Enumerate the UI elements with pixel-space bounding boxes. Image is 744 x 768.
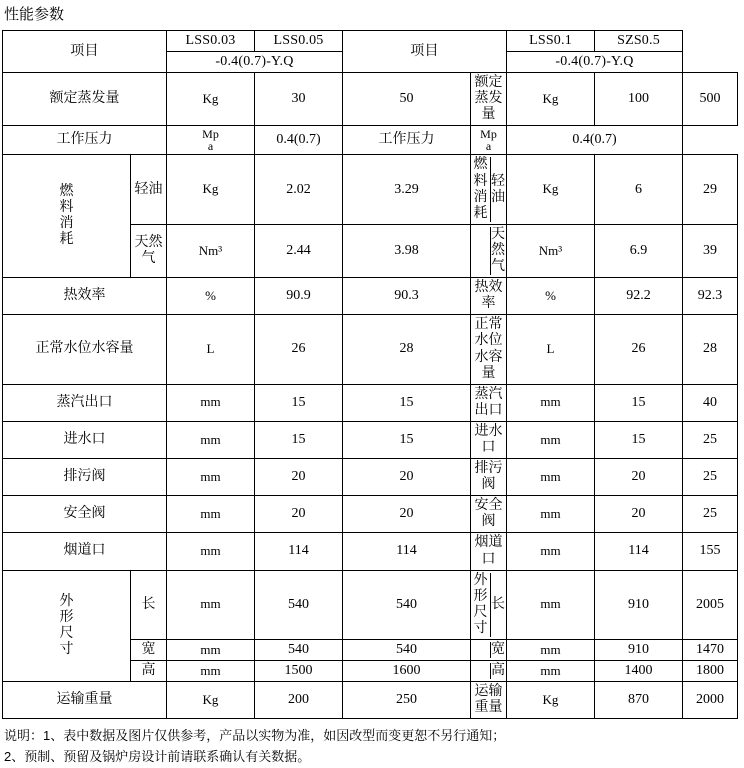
row-label-natural-gas-right-group <box>471 224 507 277</box>
group-label-dimensions-right: 外形尺寸 <box>473 572 488 636</box>
cell-water-capacity-szs05: 28 <box>683 315 738 384</box>
cell-safety-valve-szs05: 25 <box>683 496 738 533</box>
table-row <box>3 315 738 384</box>
header-suffix-right: -0.4(0.7)-Y.Q <box>507 52 683 73</box>
cell-height-szs05: 1800 <box>683 661 738 682</box>
row-label-transport-weight-left: 运输重量 <box>3 682 167 719</box>
cell-thermal-efficiency-lss01: 92.2 <box>595 278 683 315</box>
notes-block <box>4 726 744 768</box>
cell-length-lss005: 540 <box>343 570 471 639</box>
cell-rated-evaporation-szs05: 500 <box>683 73 738 126</box>
group-label-fuel-consumption-left: 燃料消耗 <box>3 155 131 278</box>
table-row <box>3 570 738 639</box>
row-unit-transport-weight-left: Kg <box>167 682 255 719</box>
cell-flue-outlet-lss003: 114 <box>255 533 343 570</box>
cell-water-capacity-lss003: 26 <box>255 315 343 384</box>
row-unit-safety-valve-left: mm <box>167 496 255 533</box>
table-row <box>3 682 738 719</box>
cell-flue-outlet-lss01: 114 <box>595 533 683 570</box>
row-unit-safety-valve-right: mm <box>507 496 595 533</box>
table-row <box>3 459 738 496</box>
row-unit-light-oil-right: Kg <box>507 155 595 224</box>
cell-steam-outlet-lss003: 15 <box>255 384 343 421</box>
row-unit-transport-weight-right: Kg <box>507 682 595 719</box>
row-unit-thermal-efficiency-right: % <box>507 278 595 315</box>
row-label-flue-outlet-left: 烟道口 <box>3 533 167 570</box>
row-label-length-right-group <box>471 570 507 639</box>
row-unit-working-pressure-right: Mp a <box>471 126 507 155</box>
cell-steam-outlet-lss005: 15 <box>343 384 471 421</box>
row-label-light-oil-right: 轻油 <box>491 157 506 221</box>
cell-length-lss003: 540 <box>255 570 343 639</box>
header-item-right: 项目 <box>343 31 507 73</box>
row-unit-working-pressure-left: Mp a <box>167 126 255 155</box>
cell-thermal-efficiency-szs05: 92.3 <box>683 278 738 315</box>
cell-flue-outlet-lss005: 114 <box>343 533 471 570</box>
header-model-lss01: LSS0.1 <box>507 31 595 52</box>
cell-length-lss01: 910 <box>595 570 683 639</box>
row-label-height-right: 高 <box>491 663 505 679</box>
row-label-safety-valve-right: 安全阀 <box>471 496 507 533</box>
cell-height-lss01: 1400 <box>595 661 683 682</box>
table-header-row-models <box>3 31 738 52</box>
cell-light-oil-lss003: 2.02 <box>255 155 343 224</box>
spec-table <box>2 30 738 719</box>
cell-flue-outlet-szs05: 155 <box>683 533 738 570</box>
cell-transport-weight-lss01: 870 <box>595 682 683 719</box>
table-row <box>3 384 738 421</box>
row-label-rated-evaporation-left: 额定蒸发量 <box>3 73 167 126</box>
cell-rated-evaporation-lss005: 50 <box>343 73 471 126</box>
cell-working-pressure-left: 0.4(0.7) <box>255 126 343 155</box>
row-unit-light-oil-left: Kg <box>167 155 255 224</box>
cell-transport-weight-lss003: 200 <box>255 682 343 719</box>
row-label-transport-weight-right: 运输重量 <box>471 682 507 719</box>
row-label-blowdown-valve-right: 排污阀 <box>471 459 507 496</box>
cell-rated-evaporation-lss01: 100 <box>595 73 683 126</box>
row-label-natural-gas-right: 天然气 <box>491 226 505 275</box>
cell-light-oil-lss005: 3.29 <box>343 155 471 224</box>
row-label-steam-outlet-right: 蒸汽出口 <box>471 384 507 421</box>
cell-water-capacity-lss005: 28 <box>343 315 471 384</box>
row-label-width-left: 宽 <box>131 640 167 661</box>
row-unit-water-capacity-left: L <box>167 315 255 384</box>
row-label-width-right: 宽 <box>491 642 505 657</box>
table-row <box>3 73 738 126</box>
cell-natural-gas-szs05: 39 <box>683 224 738 277</box>
cell-height-lss003: 1500 <box>255 661 343 682</box>
cell-width-lss005: 540 <box>343 640 471 661</box>
row-label-natural-gas-left: 天然气 <box>131 224 167 277</box>
row-label-water-inlet-left: 进水口 <box>3 421 167 458</box>
cell-transport-weight-lss005: 250 <box>343 682 471 719</box>
table-row <box>3 126 738 155</box>
cell-working-pressure-right: 0.4(0.7) <box>507 126 683 155</box>
row-unit-natural-gas-left: Nm³ <box>167 224 255 277</box>
table-row <box>3 421 738 458</box>
row-label-length-right: 长 <box>491 573 506 637</box>
row-unit-length-right: mm <box>507 570 595 639</box>
cell-height-lss005: 1600 <box>343 661 471 682</box>
cell-thermal-efficiency-lss005: 90.3 <box>343 278 471 315</box>
header-model-lss003: LSS0.03 <box>167 31 255 52</box>
cell-light-oil-lss01: 6 <box>595 155 683 224</box>
row-label-water-inlet-right: 进水口 <box>471 421 507 458</box>
row-unit-natural-gas-right: Nm³ <box>507 224 595 277</box>
row-unit-blowdown-valve-right: mm <box>507 459 595 496</box>
row-label-width-right-group <box>471 640 507 661</box>
cell-safety-valve-lss01: 20 <box>595 496 683 533</box>
page-title: 性能参数 <box>4 6 65 23</box>
row-unit-water-inlet-right: mm <box>507 421 595 458</box>
cell-light-oil-szs05: 29 <box>683 155 738 224</box>
row-label-water-capacity-left: 正常水位水容量 <box>3 315 167 384</box>
table-row <box>3 496 738 533</box>
row-label-height-left: 高 <box>131 661 167 682</box>
cell-width-lss003: 540 <box>255 640 343 661</box>
cell-blowdown-valve-lss01: 20 <box>595 459 683 496</box>
row-unit-water-inlet-left: mm <box>167 421 255 458</box>
cell-width-lss01: 910 <box>595 640 683 661</box>
table-row <box>3 155 738 224</box>
cell-blowdown-valve-szs05: 25 <box>683 459 738 496</box>
cell-steam-outlet-szs05: 40 <box>683 384 738 421</box>
group-label-fuel-consumption-right: 燃料消耗 <box>473 157 488 221</box>
row-unit-water-capacity-right: L <box>507 315 595 384</box>
row-unit-steam-outlet-right: mm <box>507 384 595 421</box>
row-unit-thermal-efficiency-left: % <box>167 278 255 315</box>
row-unit-blowdown-valve-left: mm <box>167 459 255 496</box>
cell-safety-valve-lss005: 20 <box>343 496 471 533</box>
row-label-flue-outlet-right: 烟道口 <box>471 533 507 570</box>
cell-rated-evaporation-lss003: 30 <box>255 73 343 126</box>
row-label-blowdown-valve-left: 排污阀 <box>3 459 167 496</box>
row-unit-flue-outlet-right: mm <box>507 533 595 570</box>
row-unit-width-right: mm <box>507 640 595 661</box>
cell-blowdown-valve-lss003: 20 <box>255 459 343 496</box>
cell-safety-valve-lss003: 20 <box>255 496 343 533</box>
row-label-safety-valve-left: 安全阀 <box>3 496 167 533</box>
cell-natural-gas-lss005: 3.98 <box>343 224 471 277</box>
row-label-rated-evaporation-right: 额定蒸发量 <box>471 73 507 126</box>
group-spacer <box>471 642 491 658</box>
row-unit-rated-evaporation-right: Kg <box>507 73 595 126</box>
cell-steam-outlet-lss01: 15 <box>595 384 683 421</box>
cell-transport-weight-szs05: 2000 <box>683 682 738 719</box>
row-label-thermal-efficiency-right: 热效率 <box>471 278 507 315</box>
row-unit-length-left: mm <box>167 570 255 639</box>
row-label-light-oil-left: 轻油 <box>131 155 167 224</box>
cell-water-inlet-szs05: 25 <box>683 421 738 458</box>
cell-water-capacity-lss01: 26 <box>595 315 683 384</box>
header-model-szs05: SZS0.5 <box>595 31 683 52</box>
row-label-working-pressure-left: 工作压力 <box>3 126 167 155</box>
table-row <box>3 533 738 570</box>
group-spacer <box>471 663 491 679</box>
note-line-2: 2、预制、预留及锅炉房设计前请联系确认有关数据。 <box>4 749 311 765</box>
cell-water-inlet-lss003: 15 <box>255 421 343 458</box>
cell-natural-gas-lss01: 6.9 <box>595 224 683 277</box>
header-suffix-left: -0.4(0.7)-Y.Q <box>167 52 343 73</box>
row-unit-height-right: mm <box>507 661 595 682</box>
row-label-light-oil-right-group <box>471 155 507 224</box>
cell-width-szs05: 1470 <box>683 640 738 661</box>
cell-thermal-efficiency-lss003: 90.9 <box>255 278 343 315</box>
row-unit-steam-outlet-left: mm <box>167 384 255 421</box>
cell-water-inlet-lss01: 15 <box>595 421 683 458</box>
row-label-thermal-efficiency-left: 热效率 <box>3 278 167 315</box>
group-spacer <box>471 227 491 275</box>
row-unit-rated-evaporation-left: Kg <box>167 73 255 126</box>
group-label-dimensions-left: 外形尺寸 <box>3 570 131 682</box>
cell-blowdown-valve-lss005: 20 <box>343 459 471 496</box>
cell-length-szs05: 2005 <box>683 570 738 639</box>
header-item-left: 项目 <box>3 31 167 73</box>
cell-natural-gas-lss003: 2.44 <box>255 224 343 277</box>
row-unit-width-left: mm <box>167 640 255 661</box>
row-label-length-left: 长 <box>131 570 167 639</box>
row-label-water-capacity-right: 正常水位水容量 <box>471 315 507 384</box>
row-label-steam-outlet-left: 蒸汽出口 <box>3 384 167 421</box>
row-label-height-right-group <box>471 661 507 682</box>
note-line-1: 说明：1、表中数据及图片仅供参考，产品以实物为准，如因改型而变更恕不另行通知； <box>4 728 506 744</box>
row-label-working-pressure-right: 工作压力 <box>343 126 471 155</box>
header-model-lss005: LSS0.05 <box>255 31 343 52</box>
row-unit-flue-outlet-left: mm <box>167 533 255 570</box>
cell-water-inlet-lss005: 15 <box>343 421 471 458</box>
row-unit-height-left: mm <box>167 661 255 682</box>
table-row <box>3 278 738 315</box>
